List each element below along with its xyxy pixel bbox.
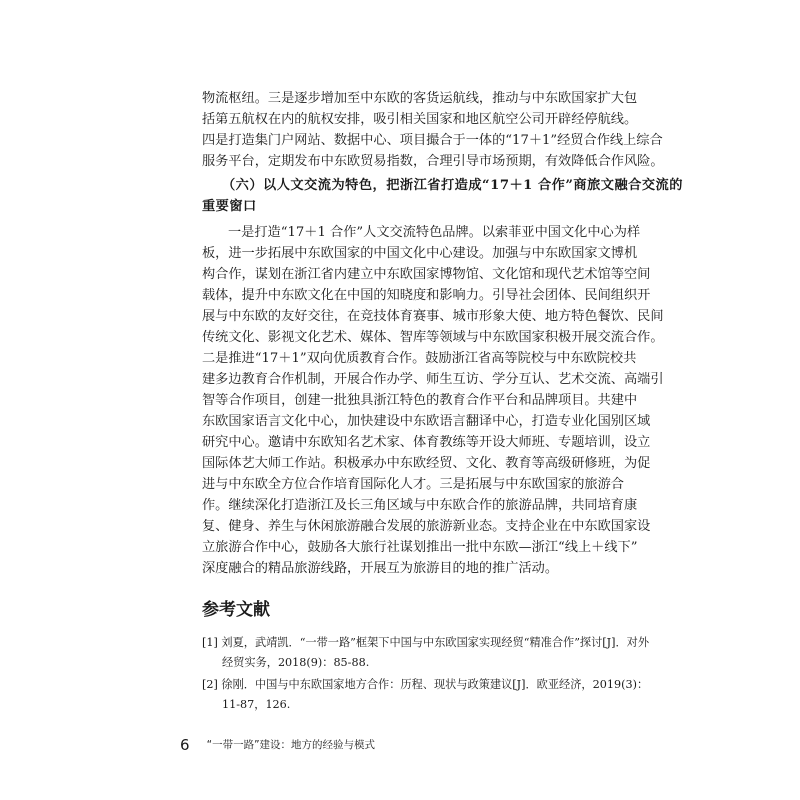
para-line: 传统文化、影视文化艺术、媒体、智库等领域与中东欧国家积极开展交流合作。 (202, 330, 664, 345)
page-number: 6 (180, 736, 190, 754)
references-title: 参考文献 (202, 600, 270, 620)
reference-item-1-cont: 经贸实务，2018(9)：85-88. (222, 656, 370, 669)
para-line: 展与中东欧的友好交往，在竞技体育赛事、城市形象大使、地方特色餐饮、民间 (202, 309, 664, 324)
reference-item-2: [2] 徐刚．中国与中东欧国家地方合作：历程、现状与政策建议[J]．欧亚经济，2019(3)： (202, 678, 649, 691)
section-heading-cont: 重要窗口 (202, 199, 257, 214)
page-footer (180, 736, 375, 754)
para-line: 一是打造“17＋1 合作”人文交流特色品牌。以索菲亚中国文化中心为样 (228, 225, 641, 240)
para-line: 进与中东欧全方位合作培育国际化人才。三是拓展与中东欧国家的旅游合 (202, 477, 624, 492)
para-line: 智等合作项目，创建一批独具浙江特色的教育合作平台和品牌项目。共建中 (202, 393, 638, 408)
book-title: “一带一路”建设：地方的经验与模式 (206, 739, 376, 751)
para-line: 构合作，谋划在浙江省内建立中东欧国家博物馆、文化馆和现代艺术馆等空间 (202, 267, 651, 282)
body-line: 括第五航权在内的航权安排，吸引相关国家和地区航空公司开辟经停航线。 (202, 112, 638, 127)
para-line: 国际体艺大师工作站。积极承办中东欧经贸、文化、教育等高级研修班，为促 (202, 456, 651, 471)
para-line: 深度融合的精品旅游线路，开展互为旅游目的地的推广活动。 (202, 561, 559, 576)
para-line: 载体，提升中东欧文化在中国的知晓度和影响力。引导社会团体、民间组织开 (202, 288, 651, 303)
para-line: 建多边教育合作机制，开展合作办学、师生互访、学分互认、艺术交流、高端引 (202, 372, 664, 387)
para-line: 板，进一步拓展中东欧国家的中国文化中心建设。加强与中东欧国家文博机 (202, 246, 638, 261)
reference-item-1: [1] 刘夏，武靖凯．“一带一路”框架下中国与中东欧国家实现经贸“精准合作”探讨[J]．对外 (202, 636, 650, 649)
body-line: 四是打造集门户网站、数据中心、项目撮合于一体的“17＋1”经贸合作线上综合 (202, 133, 663, 148)
body-line: 物流枢纽。三是逐步增加至中东欧的客货运航线，推动与中东欧国家扩大包 (202, 91, 638, 106)
para-line: 二是推进“17＋1”双向优质教育合作。鼓励浙江省高等院校与中东欧院校共 (202, 351, 637, 366)
para-line: 东欧国家语言文化中心，加快建设中东欧语言翻译中心，打造专业化国别区域 (202, 414, 651, 429)
reference-item-2-cont: 11-87，126. (222, 698, 291, 711)
para-line: 作。继续深化打造浙江及长三角区域与中东欧合作的旅游品牌，共同培育康 (202, 498, 638, 513)
section-heading: （六）以人文交流为特色，把浙江省打造成“17＋1 合作”商旅文融合交流的 (222, 178, 683, 193)
para-line: 复、健身、养生与休闲旅游融合发展的旅游新业态。支持企业在中东欧国家设 (202, 519, 651, 534)
para-line: 研究中心。邀请中东欧知名艺术家、体育教练等开设大师班、专题培训，设立 (202, 435, 651, 450)
para-line: 立旅游合作中心，鼓励各大旅行社谋划推出一批中东欧—浙江“线上＋线下” (202, 540, 638, 555)
body-line: 服务平台，定期发布中东欧贸易指数，合理引导市场预期，有效降低合作风险。 (202, 154, 664, 169)
